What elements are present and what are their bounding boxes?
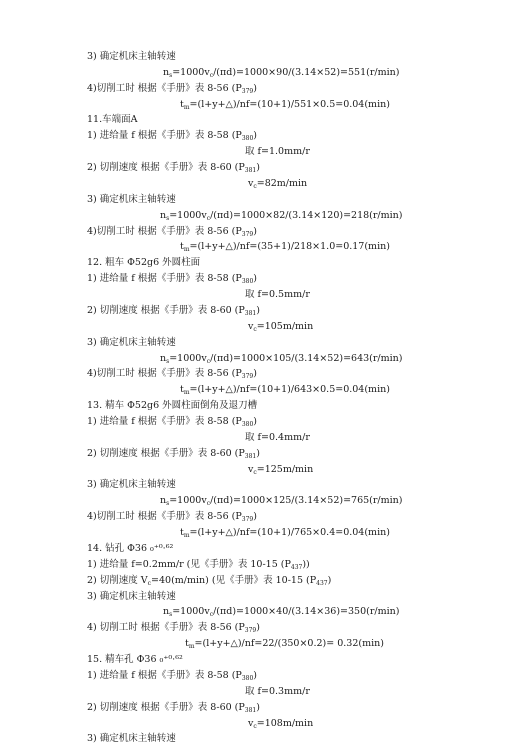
- text-line: 2) 切削速度 根据《手册》表 8-60 $(P_{381})$: [87, 162, 260, 175]
- text-line: 2) 切削速度 根据《手册》表 8-60 $(P_{381})$: [87, 447, 260, 460]
- text-line: 3) 确定机床主轴转速: [87, 479, 176, 491]
- text-line: 11.车端面A: [87, 114, 138, 126]
- formula-line: $t_m=(l+y+\triangle)/nf=(10+1)/643\times 0.5=0.04(\min)$: [180, 384, 390, 397]
- formula-line: $v_c=82m/\min$: [248, 177, 308, 190]
- text-line: 14. 钻孔 Φ36 ₀⁺⁰·⁶²: [87, 542, 174, 554]
- formula-line: $n_s=1000v_c/(\pi d)=1000\times 40/(3.14\times 36)=350(r/\min)$: [163, 606, 400, 619]
- text-line: 3) 确定机床主轴转速: [87, 733, 176, 745]
- text-line: 4)切削工时 根据《手册》表 8-56 $(P_{379})$: [87, 511, 257, 524]
- text-line: 1) 进给量 f 根据《手册》表 8-58 $(P_{380})$: [87, 669, 257, 682]
- formula-line: $t_m=(l+y+\triangle)/nf=(10+1)/765\times 0.4=0.04(\min)$: [180, 527, 390, 540]
- formula-line: $t_m=(l+y+\triangle)/nf=(10+1)/551\times 0.5=0.04(\min)$: [180, 98, 390, 111]
- formula-line: $t_m=(l+y+\triangle)/nf=22/(350\times 0.2)= 0.32(\min)$: [185, 638, 384, 651]
- text-line: 1) 进给量 f 根据《手册》表 8-58 $(P_{380})$: [87, 273, 257, 286]
- text-line: 4)切削工时 根据《手册》表 8-56 $(P_{379})$: [87, 225, 257, 238]
- text-line: 2) 切削速度 根据《手册》表 8-60 $(P_{381})$: [87, 701, 260, 714]
- formula-line: $v_c=108m/\min$: [248, 717, 314, 730]
- text-line: 1) 进给量 f 根据《手册》表 8-58 $(P_{380})$: [87, 130, 257, 143]
- formula-line: 取 f=1.0mm/r: [245, 146, 310, 158]
- text-line: 3) 确定机床主轴转速: [87, 590, 176, 602]
- formula-line: 取 f=0.3mm/r: [245, 685, 310, 697]
- text-line: 12. 粗车 Φ52g6 外圆柱面: [87, 257, 201, 269]
- text-line: 3) 确定机床主轴转速: [87, 193, 176, 205]
- formula-line: $n_s=1000v_c/(\pi d)=1000\times 105/(3.14\times 52)=643(r/\min)$: [160, 352, 403, 365]
- text-line: 1) 进给量 f 根据《手册》表 8-58 $(P_{380})$: [87, 416, 257, 428]
- formula-line: $n_s=1000v_c/(\pi d)=1000\times 125/(3.14\times 52)=765(r/\min)$: [160, 495, 403, 508]
- text-line: 15. 精车孔 Φ36 ₀⁺⁰·⁶²: [87, 654, 183, 666]
- text-line: 3) 确定机床主轴转速: [87, 336, 176, 348]
- formula-line: $v_c=105m/\min$: [248, 320, 314, 333]
- text-line: 4)切削工时 根据《手册》表 8-56 $(P_{379})$: [87, 368, 257, 381]
- formula-line: $n_s=1000v_c/(\pi d)=1000\times 82/(3.14\times 120)=218(r/\min)$: [160, 209, 403, 222]
- formula-line: 取 f=0.4mm/r: [245, 431, 310, 443]
- text-line: 1) 进给量 f=0.2mm/r (见《手册》表 10-15 $(P_{437})$): [87, 558, 310, 571]
- text-line: 4)切削工时 根据《手册》表 8-56 $(P_{379})$: [87, 82, 257, 95]
- text-line: 3) 确定机床主轴转速: [87, 51, 176, 62]
- text-line: 4) 切削工时 根据《手册》表 8-56 $(P_{379})$: [87, 622, 260, 635]
- text-line: 2) 切削速度 根据《手册》表 8-60 $(P_{381})$: [87, 304, 260, 317]
- text-line: 13. 精车 Φ52g6 外圆柱面倒角及退刀槽: [87, 400, 258, 412]
- formula-line: $t_m=(l+y+\triangle)/nf=(35+1)/218\times 1.0=0.17(\min)$: [180, 241, 390, 254]
- formula-line: $v_c=125m/\min$: [248, 463, 314, 476]
- text-line: 2) 切削速度 $V_c=40(m/\min)$ (见《手册》表 10-15 $(P_{437})$: [87, 574, 332, 587]
- formula-line: 取 f=0.5mm/r: [245, 289, 310, 301]
- formula-line: $n_s=1000v_c/(\pi d)=1000\times 90/(3.14\times 52)=551(r/\min)$: [163, 66, 400, 79]
